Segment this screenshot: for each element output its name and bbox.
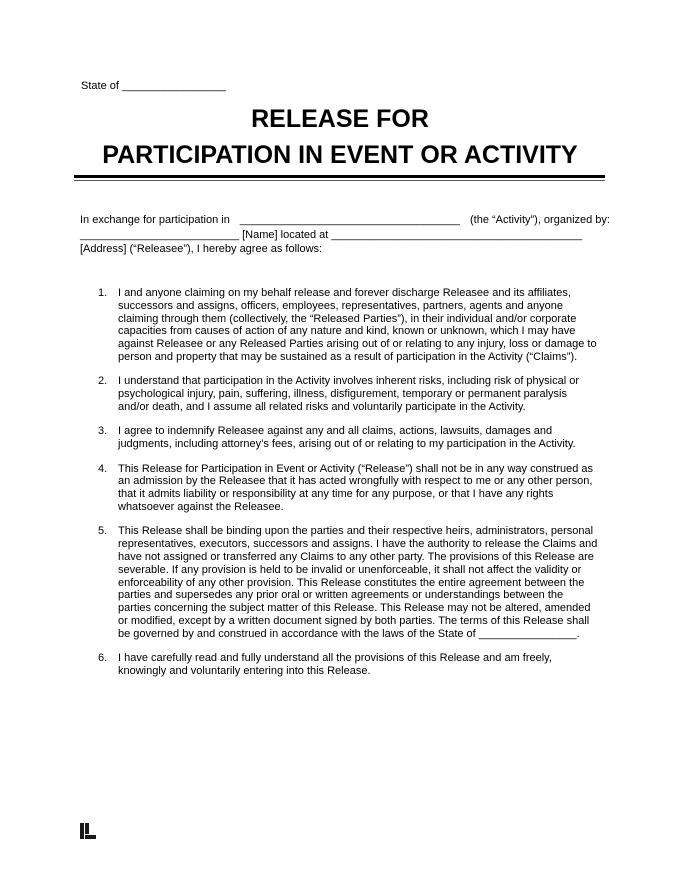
- clause-number: 5.: [98, 525, 108, 538]
- title-divider-thin: [74, 180, 605, 181]
- clause-number: 6.: [98, 652, 108, 665]
- clause-text: This Release shall be binding upon the parties and their respective heirs, administrators, personal representatives, executors, successors and assigns. I have the authority to release the Claims and have not assigned or transferred any Claims to any other party. The provisions of this Release are severable. If any provision is held to be invalid or unenforceable, it shall not affect the validity or enforceability of any other provision. This Release constitutes the entire agreement between the parties and supersedes any prior oral or written agreements or understandings between the parties concerning the subject matter of this Release. This Release may not be altered, amended or modified, except by a written document signed by both parties. The terms of this Release shall be governed by and construed in accordance with the laws of the State of ________________.: [118, 525, 598, 640]
- clause-number: 3.: [98, 425, 108, 438]
- state-blank[interactable]: _________________: [121, 80, 226, 92]
- intro-line-3: [80, 242, 610, 257]
- clause-item: [98, 425, 598, 451]
- intro-text-organized-by: (the “Activity”), organized by:: [469, 214, 610, 226]
- activity-blank[interactable]: ____________________________________: [239, 214, 461, 226]
- intro-paragraph: [80, 213, 610, 257]
- clause-number: 4.: [98, 462, 108, 475]
- release-clauses-list: [98, 287, 598, 689]
- lawdepot-logo-icon: [80, 823, 96, 839]
- clause-text: I have carefully read and fully understand all the provisions of this Release and am freely, knowingly and voluntarily entering into this Release.: [118, 652, 552, 677]
- clause-text: I understand that participation in the Activity involves inherent risks, including risk of physical or psychological injury, pain, suffering, illness, disfigurement, temporary or permanent paralysis and/or death, and I assume all related risks and voluntarily participate in the Activity.: [118, 375, 580, 413]
- document-title-line-1: RELEASE FOR: [251, 105, 429, 133]
- clause-item: [98, 525, 598, 640]
- clause-text: I agree to indemnify Releasee against any and all claims, actions, lawsuits, damages and judgments, including attorney’s fees, arising out of or relating to my participation in the Activity.: [118, 425, 576, 451]
- state-line: [81, 79, 226, 93]
- clause-item: [98, 463, 598, 514]
- title-divider-thick: [74, 175, 605, 178]
- address-blank[interactable]: _________________________________________: [331, 228, 583, 241]
- clause-text: This Release for Participation in Event or Activity (“Release”) shall not be in any way construed as an admission by the Releasee that it has acted wrongfully with respect to me or any other person, that it admits liability or responsibility at any time for any purpose, or that I have any rights whatsoever against the Releasee.: [118, 462, 594, 513]
- clause-item: [98, 652, 598, 678]
- state-label: State of: [81, 80, 119, 92]
- clause-item: [98, 287, 598, 364]
- clause-number: 1.: [98, 287, 108, 299]
- name-blank[interactable]: __________________________: [80, 228, 240, 241]
- intro-line-1: [80, 213, 610, 228]
- document-title-line-2: PARTICIPATION IN EVENT OR ACTIVITY: [102, 141, 578, 169]
- intro-text-participation: In exchange for participation in: [80, 214, 230, 226]
- clause-number: 2.: [98, 375, 108, 388]
- intro-line-2: [80, 228, 610, 243]
- intro-text-name-located: [Name] located at: [242, 228, 329, 241]
- clause-item: [98, 375, 598, 413]
- intro-text-address-releasee: [Address] (“Releasee”), I hereby agree as follows:: [80, 243, 323, 255]
- clause-text: I and anyone claiming on my behalf release and forever discharge Releasee and its affiliates, successors and assigns, officers, employees, representatives, partners, agents and anyone claiming through them (collectively, the “Released Parties”), in their individual and/or corporate capacities from causes of action of any nature and kind, known or unknown, which I may have against Releasee or any Released Parties arising out of or relating to any injury, loss or damage to person and property that may be sustained as a result of participation in the Activity (“Claims”).: [118, 287, 597, 363]
